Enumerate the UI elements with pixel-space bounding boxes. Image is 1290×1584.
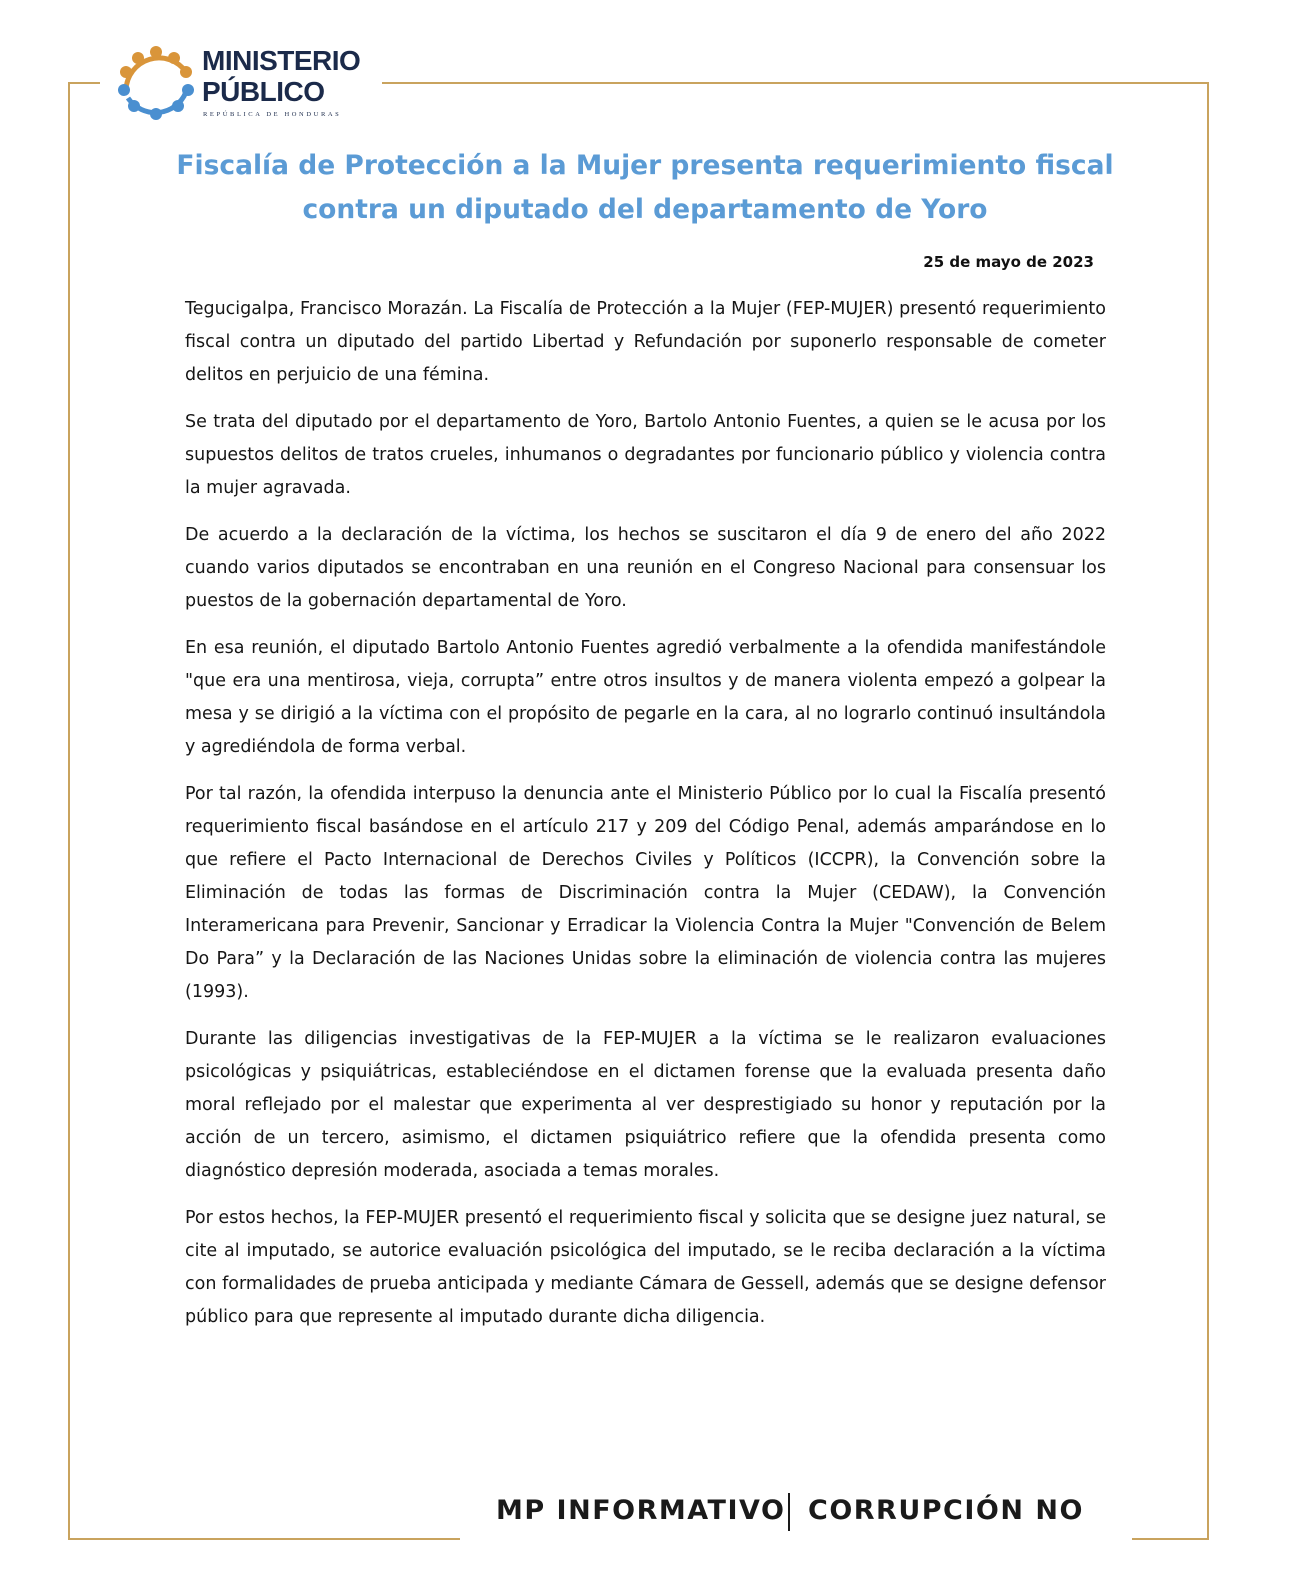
footer-corrupcion-no: CORRUPCIÓN NO	[808, 1495, 1084, 1526]
paragraph-7: Por estos hechos, la FEP-MUJER presentó el requerimiento fiscal y solicita que se designe juez natural, se cite al imputado, se autorice evaluación psicológica del imputado, se le reciba declaración a la víctima con formalidades de prueba anticipada y mediante Cámara de Gessell, además que se designe defensor público para que represente al imputado durante dicha diligencia.	[185, 1208, 1106, 1327]
logo-wordmark	[202, 45, 360, 107]
press-release-title	[150, 144, 1140, 232]
footer-separator	[788, 1493, 790, 1531]
ministerio-publico-logo	[116, 42, 386, 126]
logo-line-1: MINISTERIO	[202, 45, 361, 76]
frame-right-line	[1207, 82, 1209, 1540]
frame-bottom-right-line	[1132, 1538, 1209, 1540]
paragraph-5: Por tal razón, la ofendida interpuso la denuncia ante el Ministerio Público por lo cual la Fiscalía presentó requerimiento fiscal basándose en el artículo 217 y 209 del Código Penal, además amparándose en lo que refiere el Pacto Internacional de Derechos Civiles y Políticos (ICCPR), la Convención sobre la Eliminación de todas las formas de Discriminación contra la Mujer (CEDAW), la Convención Interamericana para Prevenir, Sancionar y Erradicar la Violencia Contra la Mujer "Convención de Belem Do Para” y la Declaración de las Naciones Unidas sobre la eliminación de violencia contra las mujeres (1993).	[185, 784, 1106, 1002]
footer-mp-informativo: MP INFORMATIVO	[496, 1495, 786, 1526]
paragraph-1: Tegucigalpa, Francisco Morazán. La Fiscalía de Protección a la Mujer (FEP-MUJER) presentó requerimiento fiscal contra un diputado del partido Libertad y Refundación por suponerlo responsable de cometer delitos en perjuicio de una fémina.	[185, 299, 1106, 385]
frame-left-line	[68, 82, 70, 1540]
title-line-2: contra un diputado del departamento de Yoro	[302, 194, 988, 225]
release-date: 25 de mayo de 2023	[923, 253, 1094, 271]
paragraph-4: En esa reunión, el diputado Bartolo Antonio Fuentes agredió verbalmente a la ofendida manifestándole "que era una mentirosa, vieja, corrupta” entre otros insultos y de manera violenta empezó a golpear la mesa y se dirigió a la víctima con el propósito de pegarle en la cara, al no lograrlo continuó insultándola y agrediéndola de forma verbal.	[185, 638, 1106, 757]
ministerio-publico-logo-icon	[116, 42, 196, 126]
frame-top-right-line	[382, 82, 1209, 84]
paragraph-6: Durante las diligencias investigativas de la FEP-MUJER a la víctima se le realizaron evaluaciones psicológicas y psiquiátricas, estableciéndose en el dictamen forense que la evaluada presenta daño moral reflejado por el malestar que experimenta al ver desprestigiado su honor y reputación por la acción de un tercero, asimismo, el dictamen psiquiátrico refiere que la ofendida presenta como diagnóstico depresión moderada, asociada a temas morales.	[185, 1029, 1106, 1181]
paragraph-3: De acuerdo a la declaración de la víctima, los hechos se suscitaron el día 9 de enero del año 2022 cuando varios diputados se encontraban en una reunión en el Congreso Nacional para consensuar los puestos de la gobernación departamental de Yoro.	[185, 525, 1106, 611]
frame-top-left-line	[68, 82, 100, 84]
frame-bottom-left-line	[68, 1538, 460, 1540]
title-line-1: Fiscalía de Protección a la Mujer presenta requerimiento fiscal	[176, 150, 1114, 181]
article-body	[185, 293, 1106, 1348]
logo-subtitle: REPÚBLICA DE HONDURAS	[203, 111, 342, 118]
logo-line-2: PÚBLICO	[202, 76, 325, 107]
paragraph-2: Se trata del diputado por el departamento de Yoro, Bartolo Antonio Fuentes, a quien se le acusa por los supuestos delitos de tratos crueles, inhumanos o degradantes por funcionario público y violencia contra la mujer agravada.	[185, 412, 1106, 498]
footer-tagline	[470, 1493, 1120, 1533]
